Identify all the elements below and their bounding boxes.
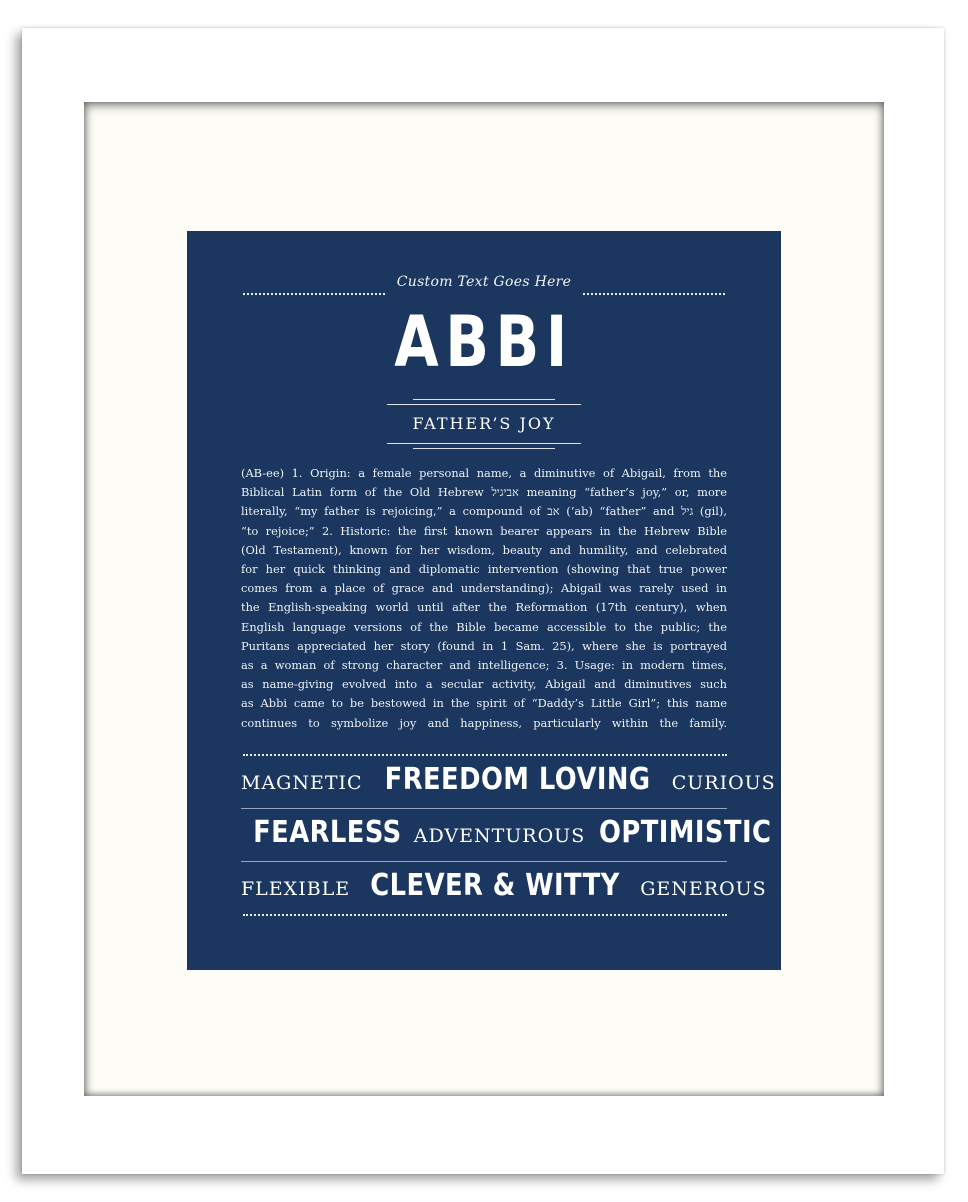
print-name: ABBI <box>394 301 574 383</box>
definition-line: for her quick thinking and diplomatic intervention (showing that true power <box>241 562 727 577</box>
trait-word: curious <box>671 765 776 796</box>
name-underline-top <box>413 399 555 400</box>
definition-line: Biblical Latin form of the Old Hebrew אביגיל meaning “father’s joy,” or, more <box>241 485 727 500</box>
definition-line: as Abbi came to be bestowed in the spirit of “Daddy’s Little Girl”; this name <box>241 696 727 711</box>
name-definition <box>241 464 727 733</box>
meaning-underline-bottom <box>413 448 555 449</box>
trait-word: CLEVER & WITTY <box>370 868 620 903</box>
name-print <box>187 231 781 970</box>
definition-line: as name-giving evolved into a secular activity, Abigail and diminutives such <box>241 677 727 692</box>
dotted-divider-right <box>583 293 725 295</box>
definition-line: the English-speaking world until after the Reformation (17th century), when <box>241 600 727 615</box>
meaning-underline-top <box>387 443 581 444</box>
definition-line: English language versions of the Bible became accessible to the public; the <box>241 619 727 634</box>
custom-text: Custom Text Goes Here <box>396 274 572 290</box>
dotted-divider-left <box>243 293 385 295</box>
definition-line: literally, “my father is rejoicing,” a compound of אב (‘ab) “father” and גיל (gil), <box>241 504 727 519</box>
trait-word: FEARLESS <box>253 815 402 850</box>
definition-line: as a woman of strong character and intelligence; 3. Usage: in modern times, <box>241 658 727 673</box>
trait-word: adventurous <box>413 818 586 849</box>
picture-frame <box>22 28 944 1174</box>
trait-word: generous <box>640 871 767 902</box>
trait-word: magnetic <box>241 765 363 796</box>
definition-line: “to rejoice;” 2. Historic: the first known bearer appears in the Hebrew Bible <box>241 523 727 538</box>
trait-row-3 <box>241 868 767 903</box>
definition-line: (AB-ee) 1. Origin: a female personal name, a diminutive of Abigail, from the <box>241 466 727 480</box>
definition-line: (Old Testament), known for her wisdom, beauty and humility, and celebrated <box>241 542 727 557</box>
definition-line: comes from a place of grace and understanding); Abigail was rarely used in <box>241 581 727 596</box>
dotted-divider-traits-bottom <box>243 914 727 916</box>
trait-row-separator <box>241 808 727 809</box>
trait-row-separator <box>241 861 727 862</box>
trait-word: OPTIMISTIC <box>599 815 772 850</box>
definition-line: Puritans appreciated her story (found in 1 Sam. 25), where she is portrayed <box>241 638 727 653</box>
trait-word: flexible <box>241 871 351 902</box>
name-meaning: FATHER’S JOY <box>412 414 556 433</box>
trait-row-1 <box>241 762 776 797</box>
name-underline-bottom <box>387 404 581 405</box>
trait-row-2 <box>241 815 772 850</box>
dotted-divider-traits-top <box>243 754 727 756</box>
trait-word: FREEDOM LOVING <box>384 762 651 797</box>
definition-line: continues to symbolize joy and happiness, particularly within the family. <box>241 715 727 730</box>
